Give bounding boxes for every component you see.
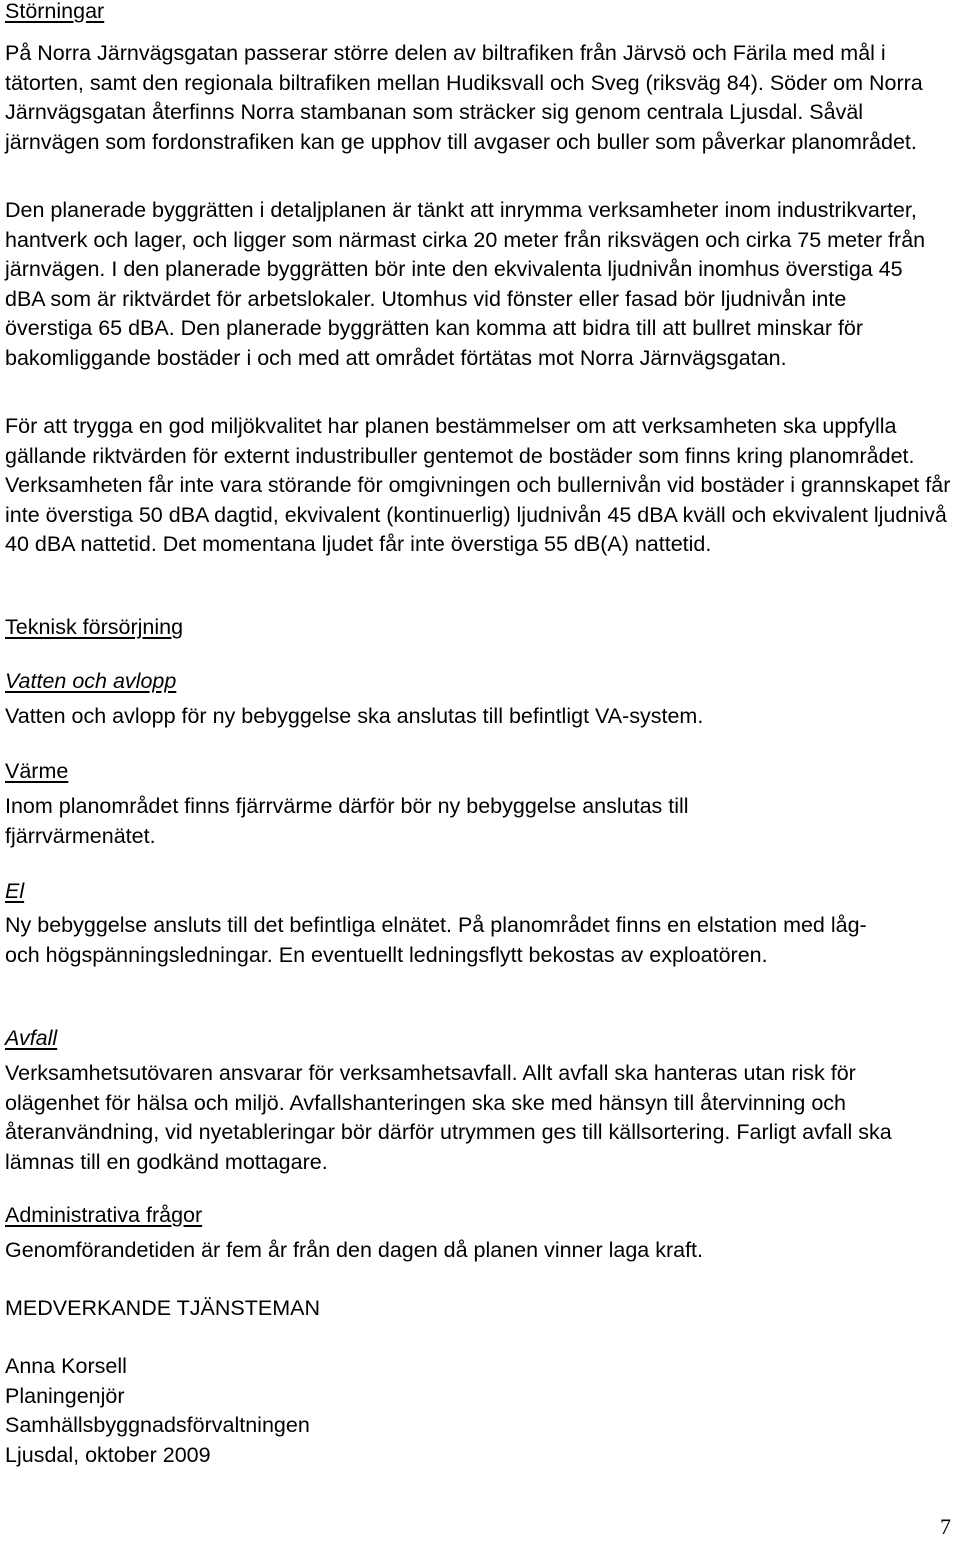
subheading-avfall: Avfall [5,1026,58,1050]
paragraph-administrativa: Genomförandetiden är fem år från den dagen då planen vinner laga kraft. [5,1238,704,1262]
heading-storningar: Störningar [5,0,105,23]
signature-name: Anna Korsell [5,1354,127,1378]
signature-place-date: Ljusdal, oktober 2009 [5,1442,211,1467]
paragraph-varme: Inom planområdet finns fjärrvärme därför bör ny bebyggelse anslutas till fjärrvärmenätet. [5,794,689,848]
signature-department: Samhällsbyggnadsförvaltningen [5,1413,310,1437]
paragraph-el: Ny bebyggelse ansluts till det befintliga elnätet. På planområdet finns en elstation med låg- och högspänningsledningar. En eventuellt ledningsflytt bekostas av exploatören. [5,913,867,967]
paragraph-storningar-miljokvalitet: För att trygga en god miljökvalitet har planen bestämmelser om att verksamheten ska uppfylla gällande riktvärden för externt industribuller gentemot de bostäder som finns kring planområdet. Verksamheten får inte vara störande för omgivningen och bullernivån vid bostäder i grannskapet får inte överstiga 50 dBA dagtid, ekvivalent (kontinuerlig) ljudnivån 45 dBA kväll och ekvivalent ljudnivå 40 dBA nattetid. Det momentana ljudet får inte överstiga 55 dB(A) nattetid. [5,414,951,556]
paragraph-avfall: Verksamhetsutövaren ansvarar för verksamhetsavfall. Allt avfall ska hanteras utan risk för olägenhet för hälsa och miljö. Avfallshanteringen ska ske med hänsyn till återvinning och återanvändning, vid nyetableringar bör därför utrymmen ges till källsortering. Farligt avfall ska lämnas till en godkänd mottagare. [5,1061,892,1174]
heading-teknisk-forsorjning: Teknisk försörjning [5,615,184,639]
subheading-vatten-och-avlopp: Vatten och avlopp [5,669,177,693]
signature-heading: MEDVERKANDE TJÄNSTEMAN [5,1296,320,1320]
paragraph-storningar-traffic: På Norra Järnvägsgatan passerar större delen av biltrafiken från Järvsö och Färila med mål i tätorten, samt den regionala biltrafiken mellan Hudiksvall och Sveg (riksväg 84). Söder om Norra Järnvägsgatan återfinns Norra stambanan som sträcker sig genom centrala Ljusdal. Såväl järnvägen som fordonstrafiken kan ge upphov till avgaser och buller som påverkar planområdet. [5,41,923,154]
signature-block [5,1352,310,1470]
subheading-el: El [5,879,25,903]
page-number: 7 [940,1514,951,1539]
subheading-varme: Värme [5,759,69,783]
paragraph-vatten-och-avlopp: Vatten och avlopp för ny bebyggelse ska anslutas till befintligt VA-system. [5,704,704,728]
heading-administrativa-fragor: Administrativa frågor [5,1203,203,1227]
paragraph-storningar-byggratt: Den planerade byggrätten i detaljplanen är tänkt att inrymma verksamheter inom industrikvarter, hantverk och lager, och ligger som närmast cirka 20 meter från riksvägen och cirka 75 meter från järnvägen. I den planerade byggrätten bör inte den ekvivalenta ljudnivån inomhus överstiga 45 dBA som är riktvärdet för arbetslokaler. Utomhus vid fönster eller fasad bör ljudnivån inte överstiga 65 dBA. Den planerade byggrätten kan komma att bidra till att bullret minskar för bakomliggande bostäder i och med att området förtätas mot Norra Järnvägsgatan. [5,198,926,370]
signature-title: Planingenjör [5,1383,125,1408]
